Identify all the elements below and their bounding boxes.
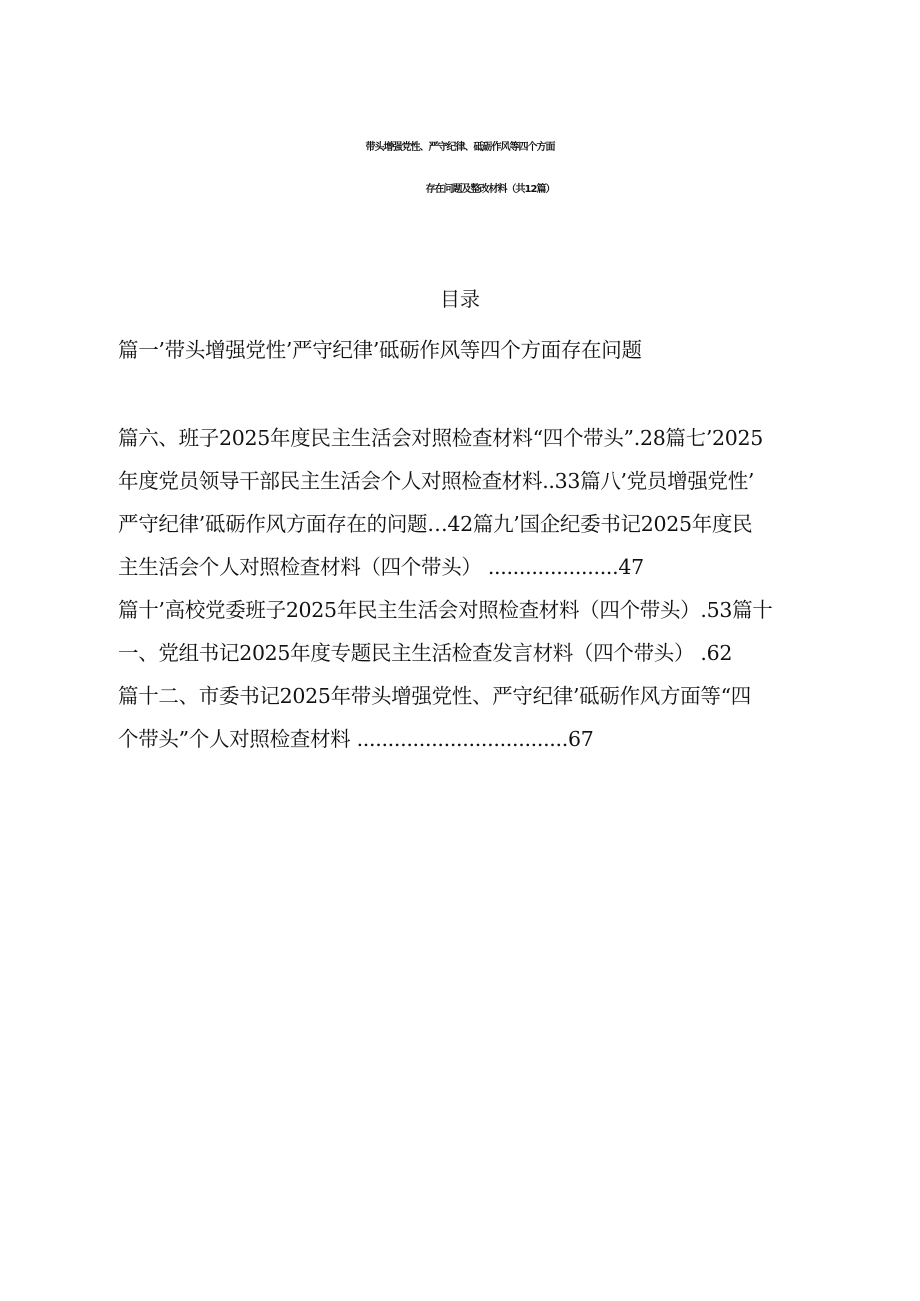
toc-line: 篇六、班子2025年度民主生活会对照检查材料“四个带头”.28篇七’2025	[118, 426, 764, 450]
toc-line: 严守纪律’砥砺作风方面存在的问题…42篇九’国企纪委书记2025年度民	[118, 512, 753, 536]
toc-line: 篇十’高校党委班子2025年民主生活会对照检查材料（四个带头）.53篇十	[118, 598, 773, 622]
toc-heading: 目录	[440, 287, 480, 311]
toc-line: 篇十二、市委书记2025年带头增强党性、严守纪律’砥砺作风方面等“四	[118, 684, 751, 708]
toc-line: 主生活会个人对照检查材料（四个带头） .....................47	[118, 555, 644, 579]
toc-line: 篇一’带头增强党性’严守纪律’砥砺作风等四个方面存在问题	[118, 338, 642, 362]
toc-line: 个带头”个人对照检查材料 ..................................67	[118, 727, 594, 751]
document-title-line-2: 存在问题及整改材料（共12篇）	[425, 184, 555, 195]
toc-line: 年度党员领导干部民主生活会个人对照检查材料..33篇八’党员增强党性’	[118, 469, 755, 493]
document-title-line-1: 带头增强党性、严守纪律、砥砺作风等四个方面	[365, 142, 555, 153]
toc-line: 一、党组书记2025年度专题民主生活检查发言材料（四个带头） .62	[118, 641, 733, 665]
